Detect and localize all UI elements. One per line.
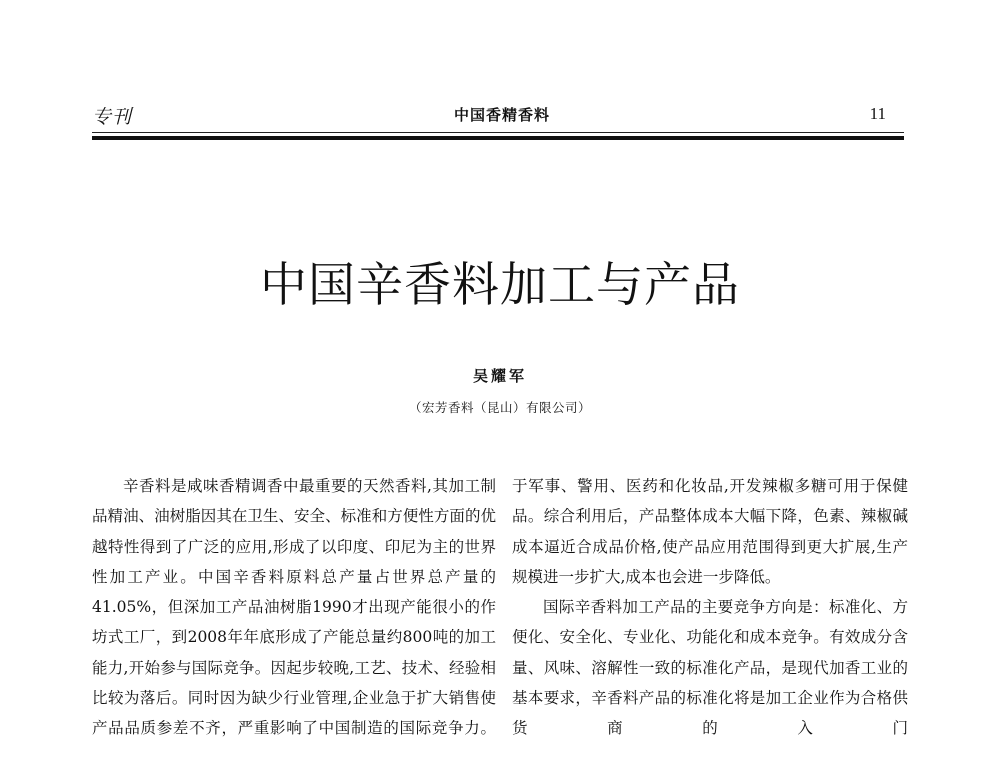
author-affiliation: （宏芳香料（昆山）有限公司） xyxy=(408,400,591,415)
body-column-left xyxy=(92,471,496,744)
paragraph: 辛香料是咸味香精调香中最重要的天然香料,其加工制品精油、油树脂因其在卫生、安全、标准和方便性方面的优越特性得到了广泛的应用,形成了以印度、印尼为主的世界性加工产业。中国辛香料原料总产量占世界总产量的41.05%，但深加工产品油树脂1990才出现产能很小的作坊式工厂，到2008年年底形成了产能总量约800吨的加工能力,开始参与国际竞争。因起步较晚,工艺、技术、经验相比较为落后。同时因为缺少行业管理,企业急于扩大销售使产品品质参差不齐，严重影响了中国制造的国际竞争力。 xyxy=(92,477,496,738)
journal-name: 中国香精香料 xyxy=(453,106,550,124)
paragraph: 于军事、警用、医药和化妆品,开发辣椒多糖可用于保健品。综合利用后，产品整体成本大幅下降，色素、辣椒碱成本逼近合成品价格,使产品应用范围得到更大扩展,生产规模进一步扩大,成本也会进一步降低。 xyxy=(512,477,908,586)
header-rule-thin xyxy=(92,132,904,133)
paragraph: 国际辛香料加工产品的主要竞争方向是：标准化、方便化、安全化、专业化、功能化和成本竞争。有效成分含量、风味、溶解性一致的标准化产品，是现代加香工业的基本要求，辛香料产品的标准化将是加工企业作为合格供货商的入门 xyxy=(512,598,908,738)
article-author: 吴耀军 xyxy=(472,367,527,385)
header-rule-thick xyxy=(92,136,904,140)
section-label: 专刊 xyxy=(92,106,133,128)
article-title: 中国辛香料加工与产品 xyxy=(260,258,740,313)
body-column-right xyxy=(512,471,908,744)
running-header xyxy=(92,100,892,130)
page-number: 11 xyxy=(869,104,886,123)
